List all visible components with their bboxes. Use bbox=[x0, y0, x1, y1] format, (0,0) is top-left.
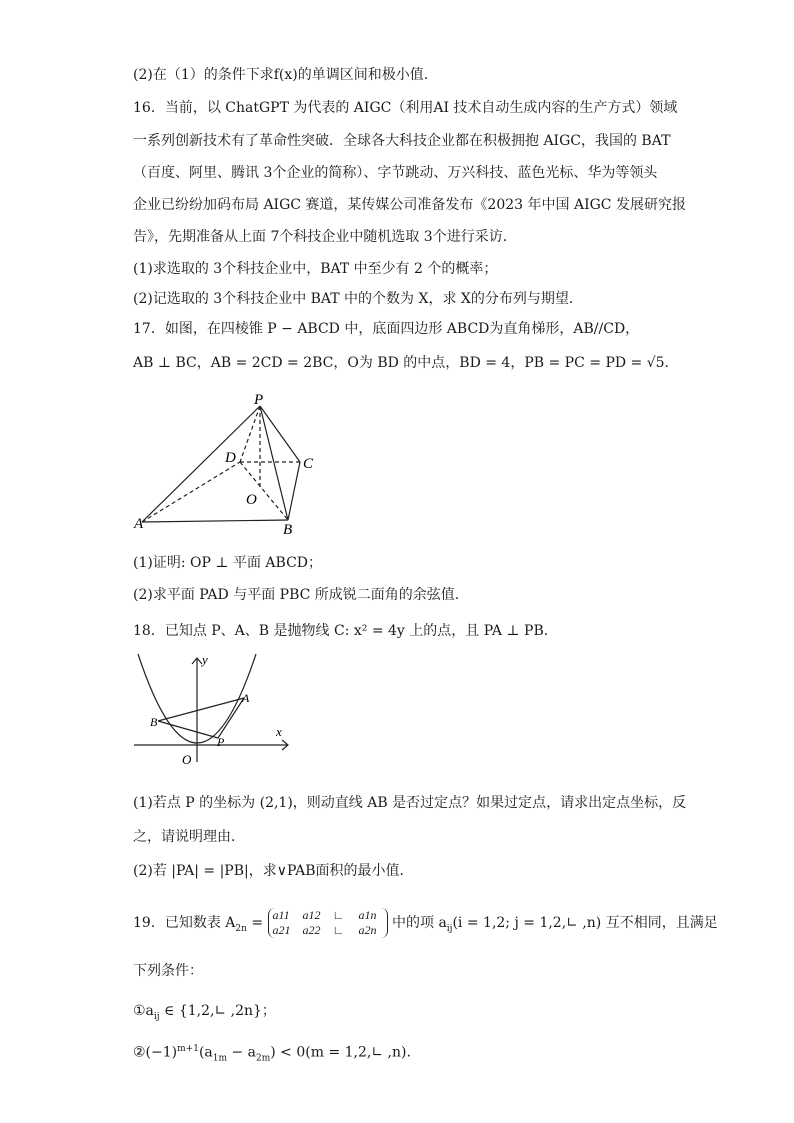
q16-part2: (2)记选取的 3个科技企业中 BAT 中的个数为 X，求 X的分布列与期望． bbox=[133, 291, 583, 307]
parabola-figure bbox=[130, 652, 300, 772]
q18-part2: (2)若 |PA| = |PB|，求∨PAB面积的最小值． bbox=[133, 863, 414, 879]
condition-1: $①a_{ij}$ ∈ {1,2,∟ ,2n}； bbox=[133, 1003, 276, 1022]
q18-part1-line1: (1)若点 P 的坐标为 (2,1)，则动直线 AB 是否过定点？如果过定点，请求出定点坐标，反 bbox=[133, 795, 687, 811]
label-P: P bbox=[254, 392, 264, 408]
matrix: a11 a12 ∟ a1n a21 a22 ∟ a2n bbox=[268, 908, 388, 938]
condition-2: $②(-1)^{m+1}(a_{1m} - a_{2m}) < 0(m$ = 1,2,∟ ,n). bbox=[133, 1044, 411, 1064]
label-O: O bbox=[246, 492, 257, 508]
q18-part1-line2: 之，请说明理由． bbox=[133, 829, 245, 845]
q17-line2: AB ⊥ BC，AB = 2CD = 2BC，O为 BD 的中点，BD = 4，PB = PC = PD = √5． bbox=[133, 355, 679, 371]
q19-line2: 下列条件： bbox=[133, 963, 203, 979]
q16-line4: 企业已纷纷加码布局 AIGC 赛道，某传媒公司准备发布《2023 年中国 AIGC 发展研究报 bbox=[133, 197, 686, 213]
label-origin: O bbox=[182, 752, 192, 767]
q16-line1: 16．当前，以 ChatGPT 为代表的 AIGC（利用AI 技术自动生成内容的生产方式）领域 bbox=[133, 100, 678, 116]
label-P2: P bbox=[217, 735, 225, 749]
label-D: D bbox=[225, 450, 236, 466]
label-B2: B bbox=[150, 715, 158, 729]
q16-line2: 一系列创新技术有了革命性突破．全球各大科技企业都在积极拥抱 AIGC，我国的 BAT bbox=[133, 133, 671, 149]
label-y: y bbox=[202, 652, 208, 667]
q16-part1: (1)求选取的 3个科技企业中，BAT 中至少有 2 个的概率； bbox=[133, 261, 498, 277]
label-x: x bbox=[276, 724, 282, 739]
label-A: A bbox=[134, 516, 144, 532]
q17-part1: (1)证明: OP ⊥ 平面 ABCD； bbox=[133, 555, 323, 571]
pyramid-figure bbox=[130, 392, 330, 542]
q16-line5: 告》，先期准备从上面 7个科技企业中随机选取 3个进行采访． bbox=[133, 229, 517, 245]
q16-line3: （百度、阿里、腾讯 3个企业的简称）、字节跳动、万兴科技、蓝色光标、华为等领头 bbox=[133, 165, 658, 181]
q19-line1: 19．已知数表 $A_{2n}$ = a11 a12 ∟ a1n a21 a22 ∟ a2n 中的项 $a_{ij}(i = 1,2$; j = 1,2,∟ ,n) 互不相同，且满足 bbox=[133, 908, 718, 937]
q15-part2: (2)在（1）的条件下求f(x)的单调区间和极小值． bbox=[133, 67, 438, 83]
q17-part2: (2)求平面 PAD 与平面 PBC 所成锐二面角的余弦值. bbox=[133, 587, 460, 603]
label-B: B bbox=[283, 522, 293, 538]
label-C: C bbox=[303, 456, 314, 472]
label-A2: A bbox=[242, 691, 250, 705]
q18-line1: 18．已知点 P、A、B 是抛物线 C: x² = 4y 上的点，且 PA ⊥ PB． bbox=[133, 623, 558, 639]
q17-line1: 17．如图，在四棱锥 P − ABCD 中，底面四边形 ABCD为直角梯形，AB//CD， bbox=[133, 321, 640, 337]
